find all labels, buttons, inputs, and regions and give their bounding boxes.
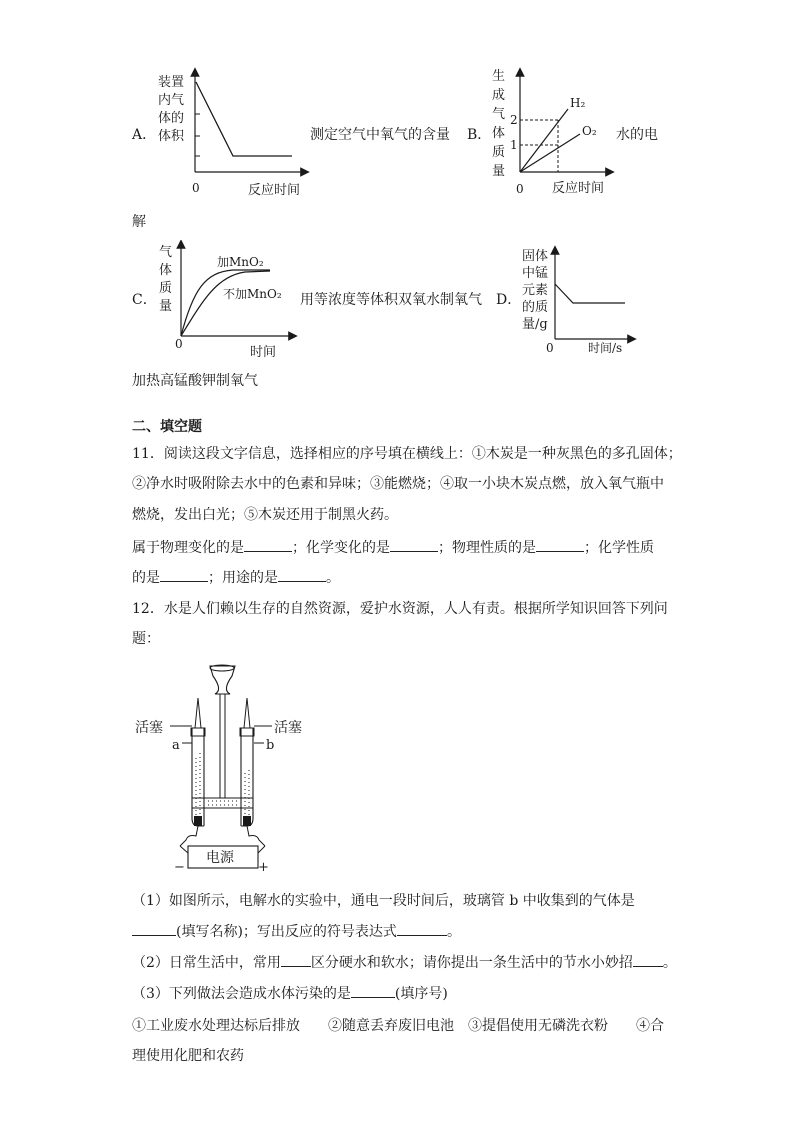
a-origin: 0 bbox=[192, 181, 200, 195]
q12-options-line1: ①工业废水处理达标后排放 ②随意丢弃废旧电池 ③提倡使用无磷洗衣粉 ④合 bbox=[132, 1018, 664, 1034]
b-o2-label: O₂ bbox=[582, 124, 597, 138]
b-ylabel-2: 气 bbox=[492, 107, 506, 122]
a-curve bbox=[196, 82, 292, 156]
q12-sub3-line bbox=[132, 983, 448, 1003]
b-tick-1: 1 bbox=[510, 138, 518, 152]
c-without-mno2-curve bbox=[181, 271, 270, 336]
c-with-label: 加MnO₂ bbox=[217, 255, 264, 269]
b-tick-2: 2 bbox=[510, 113, 518, 127]
c-ylabel-2: 质 bbox=[159, 281, 173, 296]
q12-sub1-part2: (填写名称)；写出反应的符号表达式 bbox=[176, 924, 397, 940]
q12-line2: 题： bbox=[132, 631, 160, 647]
stopcock-right-label: 活塞 bbox=[274, 720, 302, 736]
c-without-label: 不加MnO₂ bbox=[223, 287, 282, 301]
c-ylabel-3: 量 bbox=[159, 299, 173, 314]
electrolysis-apparatus bbox=[130, 658, 310, 873]
option-b-description-2: 解 bbox=[132, 214, 146, 230]
q12-sub3-part2: (填序号) bbox=[394, 986, 448, 1002]
q11-physical-property-label: ；物理性质的是 bbox=[438, 540, 536, 556]
d-ylabel-1: 中锰 bbox=[522, 266, 549, 281]
tube-b-label: b bbox=[266, 738, 275, 753]
d-origin: 0 bbox=[546, 341, 554, 355]
option-a-label: A． bbox=[132, 127, 157, 143]
b-origin: 0 bbox=[516, 182, 524, 196]
option-b-graph bbox=[488, 64, 616, 199]
q11-line4 bbox=[132, 537, 654, 557]
q11-line1: 11．阅读这段文字信息，选择相应的序号填在横线上：①木炭是一种灰黑色的多孔固体； bbox=[132, 446, 682, 462]
q12-equation-blank[interactable] bbox=[397, 935, 447, 936]
option-c-label: C． bbox=[132, 292, 157, 308]
option-d-graph bbox=[518, 244, 638, 356]
q11-use-label: ；用途的是 bbox=[208, 570, 278, 586]
b-ylabel-3: 体 bbox=[492, 126, 506, 141]
b-ylabel-0: 生 bbox=[492, 69, 506, 84]
q12-sub2-part2: 区分硬水和软水；请你提出一条生活中的节水小妙招 bbox=[310, 955, 633, 971]
d-curve bbox=[555, 284, 625, 303]
option-c-graph bbox=[155, 240, 300, 362]
q12-gas-name-blank[interactable] bbox=[132, 935, 176, 936]
q11-physical-change-blank[interactable] bbox=[244, 551, 292, 552]
b-h2-line bbox=[520, 109, 568, 172]
q11-physical-change-label: 属于物理变化的是 bbox=[132, 540, 244, 556]
q12-pollution-blank[interactable] bbox=[351, 997, 395, 998]
q12-options-line2: 理使用化肥和农药 bbox=[132, 1048, 244, 1064]
q11-line2: ②净水时吸附除去水中的色素和异味；③能燃烧；④取一小块木炭点燃，放入氧气瓶中 bbox=[132, 476, 664, 492]
b-ylabel-5: 量 bbox=[492, 164, 506, 179]
option-b-label: B． bbox=[467, 127, 492, 143]
plus-sign: + bbox=[258, 860, 269, 873]
b-ylabel-1: 成 bbox=[492, 88, 506, 103]
c-xlabel: 时间 bbox=[250, 345, 277, 360]
a-ylabel-1: 内气 bbox=[158, 93, 185, 108]
a-ylabel-0: 装置 bbox=[158, 75, 185, 90]
section-title: 二、填空题 bbox=[132, 419, 202, 435]
option-b-description-1: 水的电 bbox=[616, 127, 658, 143]
a-xlabel: 反应时间 bbox=[248, 183, 301, 198]
q11-chemical-change-label: ；化学变化的是 bbox=[292, 540, 390, 556]
q11-line3: 燃烧，发出白光；⑤木炭还用于制黑火药。 bbox=[132, 507, 398, 523]
c-ylabel-1: 体 bbox=[159, 263, 173, 278]
d-xlabel: 时间/s bbox=[588, 341, 623, 355]
q11-chemical-change-blank[interactable] bbox=[390, 551, 438, 552]
option-c-description: 用等浓度等体积双氧水制氧气 bbox=[300, 292, 482, 308]
option-a-description: 测定空气中氧气的含量 bbox=[310, 127, 450, 143]
q12-hard-water-blank[interactable] bbox=[281, 966, 311, 967]
q11-use-blank[interactable] bbox=[278, 581, 326, 582]
tube-a-label: a bbox=[172, 738, 180, 753]
q12-sub2-line bbox=[132, 952, 677, 972]
c-ylabel-0: 气 bbox=[159, 245, 173, 260]
q12-sub3-part1: （3）下列做法会造成水体污染的是 bbox=[132, 986, 351, 1002]
power-label: 电源 bbox=[206, 850, 234, 866]
d-ylabel-4: 量/g bbox=[522, 317, 548, 332]
d-ylabel-2: 元素 bbox=[522, 283, 549, 298]
q12-sub2-end: 。 bbox=[662, 955, 677, 971]
q12-sub1-end: 。 bbox=[446, 924, 461, 940]
d-ylabel-0: 固体 bbox=[522, 249, 549, 264]
option-d-description: 加热高锰酸钾制氧气 bbox=[132, 373, 258, 389]
option-a-graph bbox=[150, 64, 310, 199]
q11-physical-property-blank[interactable] bbox=[536, 551, 584, 552]
q11-line5 bbox=[132, 567, 340, 587]
q11-chemical-property-label-2: 的是 bbox=[132, 570, 160, 586]
q12-sub1-line2 bbox=[132, 921, 461, 941]
b-xlabel: 反应时间 bbox=[552, 181, 605, 196]
b-h2-label: H₂ bbox=[570, 96, 586, 110]
d-ylabel-3: 的质 bbox=[522, 300, 549, 315]
stopcock-left-label: 活塞 bbox=[135, 720, 163, 736]
q12-sub2-part1: （2）日常生活中，常用 bbox=[132, 955, 281, 971]
b-ylabel-4: 质 bbox=[492, 145, 506, 160]
a-ylabel-3: 体积 bbox=[158, 129, 185, 144]
a-ylabel-2: 体的 bbox=[158, 111, 185, 126]
q12-water-saving-blank[interactable] bbox=[633, 966, 663, 967]
c-origin: 0 bbox=[175, 337, 183, 351]
q12-sub1-line1: （1）如图所示，电解水的实验中，通电一段时间后，玻璃管 b 中收集到的气体是 bbox=[132, 893, 635, 909]
q11-chemical-property-blank[interactable] bbox=[160, 581, 208, 582]
minus-sign: − bbox=[174, 860, 185, 873]
q12-line1: 12．水是人们赖以生存的自然资源，爱护水资源，人人有责。根据所学知识回答下列问 bbox=[132, 601, 668, 617]
q11-end: 。 bbox=[326, 570, 340, 586]
option-d-label: D． bbox=[496, 292, 522, 308]
b-o2-line bbox=[520, 134, 580, 172]
q11-chemical-property-label: ；化学性质 bbox=[584, 540, 654, 556]
